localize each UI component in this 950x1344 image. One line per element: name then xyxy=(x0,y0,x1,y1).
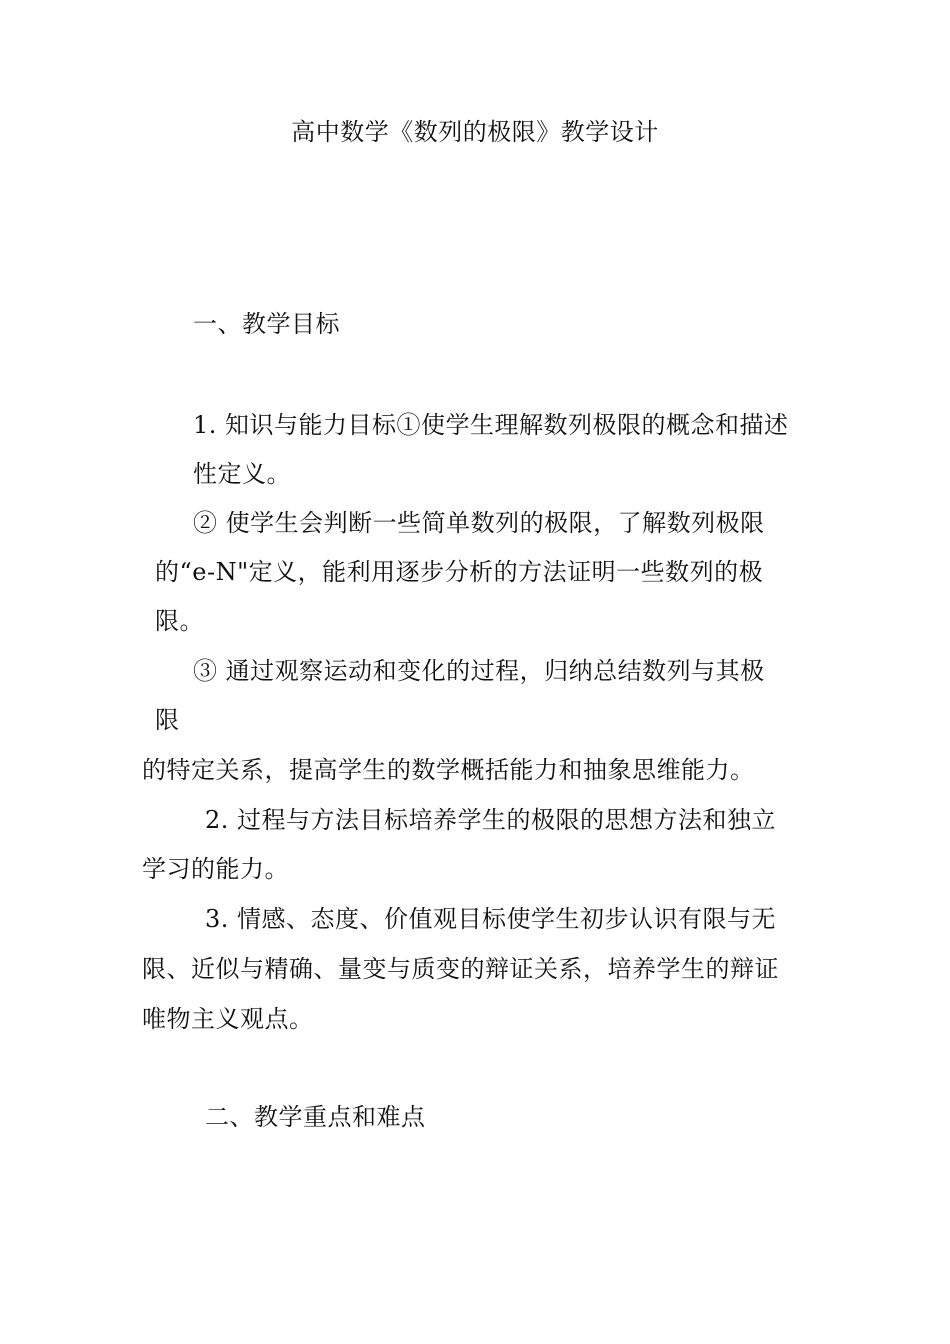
paragraph-line: 唯物主义观点。 xyxy=(142,1005,314,1033)
paragraph-line: 限。 xyxy=(155,607,204,635)
paragraph-line: ② 使学生会判断一些简单数列的极限，了解数列极限 xyxy=(193,509,765,537)
paragraph-line: 2. 过程与方法目标培养学生的极限的思想方法和独立 xyxy=(205,806,777,834)
paragraph-line: 的特定关系，提高学生的数学概括能力和抽象思维能力。 xyxy=(142,756,755,784)
paragraph-line: 的“e-N"定义，能利用逐步分析的方法证明一些数列的极 xyxy=(155,558,764,586)
section-heading-key-points: 二、教学重点和难点 xyxy=(205,1103,426,1131)
paragraph-line: 性定义。 xyxy=(193,460,291,488)
section-heading-teaching-goals: 一、教学目标 xyxy=(193,310,340,338)
paragraph-line: 学习的能力。 xyxy=(142,855,289,883)
document-title: 高中数学《数列的极限》教学设计 xyxy=(291,118,659,146)
paragraph-line: 1. 知识与能力目标①使学生理解数列极限的概念和描述 xyxy=(193,411,789,439)
paragraph-line: 限、近似与精确、量变与质变的辩证关系，培养学生的辩证 xyxy=(142,955,779,983)
paragraph-line: 3. 情感、态度、价值观目标使学生初步认识有限与无 xyxy=(205,905,777,933)
paragraph-line: 限 xyxy=(155,706,180,734)
paragraph-line: ③ 通过观察运动和变化的过程，归纳总结数列与其极 xyxy=(193,657,765,685)
